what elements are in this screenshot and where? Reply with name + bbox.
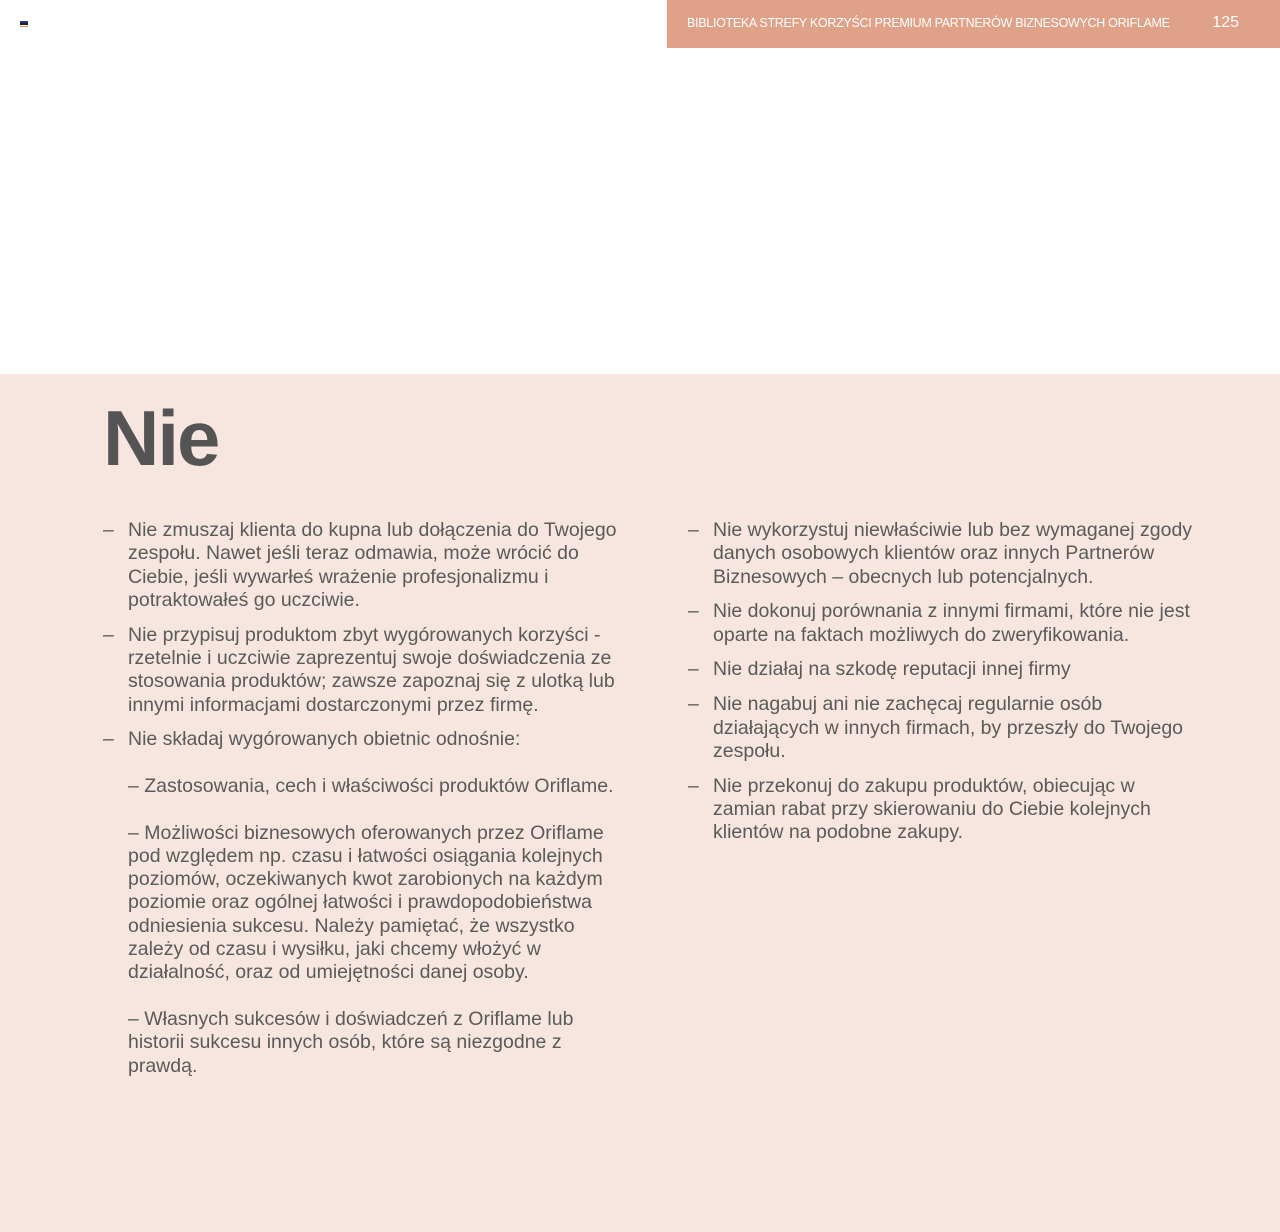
dash-marker: – <box>688 519 699 541</box>
list-item-text: Nie przekonuj do zakupu produktów, obiecując w zamian rabat przy skierowaniu do Ciebie kolejnych klientów na podobne zakupy. <box>713 774 1151 844</box>
page-number: 125 <box>1212 14 1239 31</box>
list-item-text: Nie przypisuj produktom zbyt wygórowanych korzyści - rzetelnie i uczciwie zaprezentuj swoje doświadczenia ze stosowania produktów; zawsze zapoznaj się z ulotką lub innymi informacjami dostarczonymi przez firmę. <box>128 623 615 716</box>
dash-marker: – <box>688 693 699 716</box>
header-bar <box>667 0 1280 48</box>
left-list <box>103 519 633 1101</box>
sub-list-item: – Własnych sukcesów i doświadczeń z Oriflame lub historii sukcesu innych osób, które są niezgodne z prawdą. <box>128 1007 574 1077</box>
content-panel <box>0 374 1280 1232</box>
list-item <box>103 624 633 717</box>
list-item <box>103 519 633 612</box>
dash-marker: – <box>688 600 699 623</box>
list-item-text: Nie działaj na szkodę reputacji innej firmy <box>713 658 1071 681</box>
list-item-text: Nie wykorzystuj niewłaściwie lub bez wymaganej zgody danych osobowych klientów oraz innych Partnerów Biznesowych – obecnych lub potencjalnych. <box>713 519 1193 588</box>
list-item-text: Nie nagabuj ani nie zachęcaj regularnie osób działających w innych firmach, by przeszły do Twojego zespołu. <box>713 693 1184 762</box>
list-item <box>688 600 1198 647</box>
list-item-text: Nie dokonuj porównania z innymi firmami, które nie jest oparte na faktach możliwych do zweryfikowania. <box>713 600 1190 646</box>
header-title: BIBLIOTEKA STREFY KORZYŚCI PREMIUM PARTNERÓW BIZNESOWYCH ORIFLAME <box>687 16 1170 30</box>
dash-marker: – <box>688 658 699 681</box>
dash-marker: – <box>103 519 114 541</box>
list-item <box>103 728 633 1077</box>
sub-list-item: – Zastosowania, cech i właściwości produktów Oriflame. <box>128 774 614 797</box>
list-item <box>688 658 1198 681</box>
dash-marker: – <box>103 728 114 751</box>
dash-marker: – <box>103 623 114 646</box>
page-heading: Nie <box>103 394 219 482</box>
list-item-text: Nie składaj wygórowanych obietnic odnośnie: <box>128 728 521 751</box>
list-item <box>688 693 1198 763</box>
dash-marker: – <box>688 774 699 797</box>
list-item <box>688 775 1198 845</box>
sub-list-item: – Możliwości biznesowych oferowanych przez Oriflame pod względem np. czasu i łatwości osiągania kolejnych poziomów, oczekiwanych kwot zarobionych na każdym poziomie oraz ogólnej łatwości i prawdopodobieństwa odniesienia sukcesu. Należy pamiętać, że wszystko zależy od czasu i wysiłku, jaki chcemy włożyć w działalność, oraz od umiejętności danej osoby. <box>128 821 604 984</box>
list-item-text: Nie zmuszaj klienta do kupna lub dołączenia do Twojego zespołu. Nawet jeśli teraz odmawia, może wrócić do Ciebie, jeśli wywarłeś wrażenie profesjonalizmu i potraktowałeś go uczciwie. <box>128 519 617 611</box>
menu-icon-line <box>20 26 28 28</box>
menu-icon[interactable] <box>20 21 28 27</box>
list-item <box>688 519 1198 589</box>
right-list <box>688 519 1198 856</box>
sub-list <box>128 775 633 1078</box>
